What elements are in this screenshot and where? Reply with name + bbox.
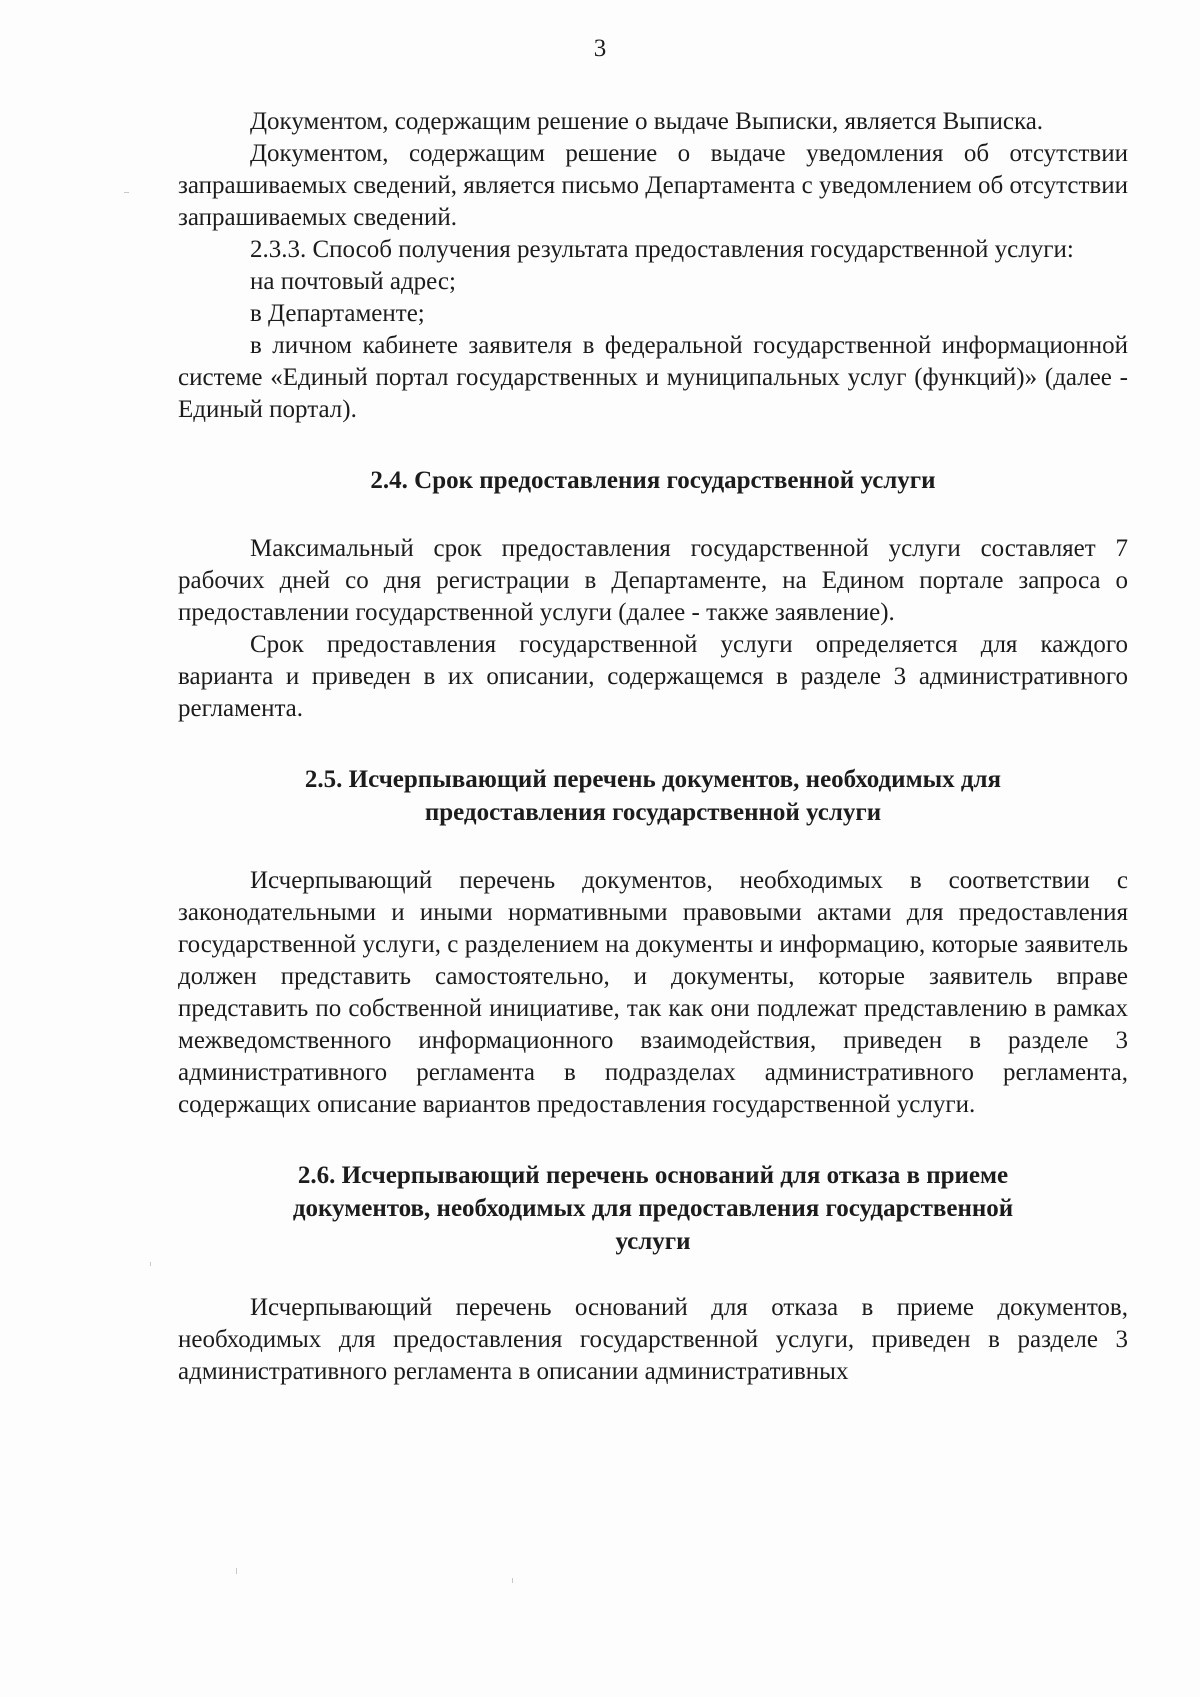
- section-heading-2-6-line-1: 2.6. Исчерпывающий перечень оснований для отказа в приеме: [297, 1162, 1009, 1189]
- list-item-postal-address: на почтовый адрес;: [250, 268, 456, 295]
- list-item-department: в Департаменте;: [250, 300, 425, 327]
- paragraph-personal-account: в личном кабинете заявителя в федеральной государственной информационной системе «Единый портал государственных и муниципальных услуг (функций)» (далее - Единый портал).: [178, 332, 1128, 423]
- paragraph-max-term: Максимальный срок предоставления государственной услуги составляет 7 рабочих дней со дня регистрации в Департаменте, на Едином портале запроса о предоставлении государственной услуги (далее - также заявление).: [178, 535, 1128, 626]
- section-heading-2-6: [178, 1159, 1128, 1258]
- paragraph-refusal-grounds: Исчерпывающий перечень оснований для отказа в приеме документов, необходимых для предоставления государственной услуги, приведен в разделе 3 административного регламента в описании административных: [178, 1294, 1128, 1385]
- section-heading-2-4: [178, 464, 1128, 497]
- section-heading-2-4-text: 2.4. Срок предоставления государственной услуги: [370, 467, 936, 494]
- paragraph-result-document: Документом, содержащим решение о выдаче Выписки, является Выписка.: [250, 108, 1044, 135]
- paragraph-term-variants: Срок предоставления государственной услуги определяется для каждого варианта и приведен в их описании, содержащемся в разделе 3 административного регламента.: [178, 631, 1128, 722]
- section-heading-2-6-line-3: услуги: [615, 1228, 691, 1255]
- scan-artifact-left-1: [124, 192, 129, 193]
- scan-artifact-bottom-1: [236, 1568, 237, 1574]
- section-heading-2-5-line-1: 2.5. Исчерпывающий перечень документов, необходимых для: [304, 766, 1002, 793]
- section-heading-2-6-line-2: документов, необходимых для предоставления государственной: [292, 1195, 1014, 1222]
- section-heading-2-5-line-2: предоставления государственной услуги: [424, 799, 882, 826]
- paragraph-documents-list: Исчерпывающий перечень документов, необходимых в соответствии с законодательными и иными нормативными правовыми актами для предоставления государственной услуги, с разделением на документы и информацию, которые заявитель должен представить самостоятельно, и документы, которые заявитель вправе представить по собственной инициативе, так как они подлежат представлению в рамках межведомственного информационного взаимодействия, приведен в разделе 3 административного регламента в подразделах административного регламента, содержащих описание вариантов предоставления государственной услуги.: [178, 867, 1128, 1118]
- paragraph-notification-document: Документом, содержащим решение о выдаче уведомления об отсутствии запрашиваемых сведений, является письмо Департамента с уведомлением об отсутствии запрашиваемых сведений.: [178, 140, 1128, 231]
- page-number: 3: [593, 35, 607, 62]
- section-heading-2-5: [178, 763, 1128, 829]
- scan-artifact-left-2: [150, 1262, 151, 1266]
- document-body: [178, 106, 1128, 1388]
- paragraph-result-method: 2.3.3. Способ получения результата предоставления государственной услуги:: [250, 236, 1074, 263]
- scan-artifact-bottom-2: [512, 1578, 513, 1583]
